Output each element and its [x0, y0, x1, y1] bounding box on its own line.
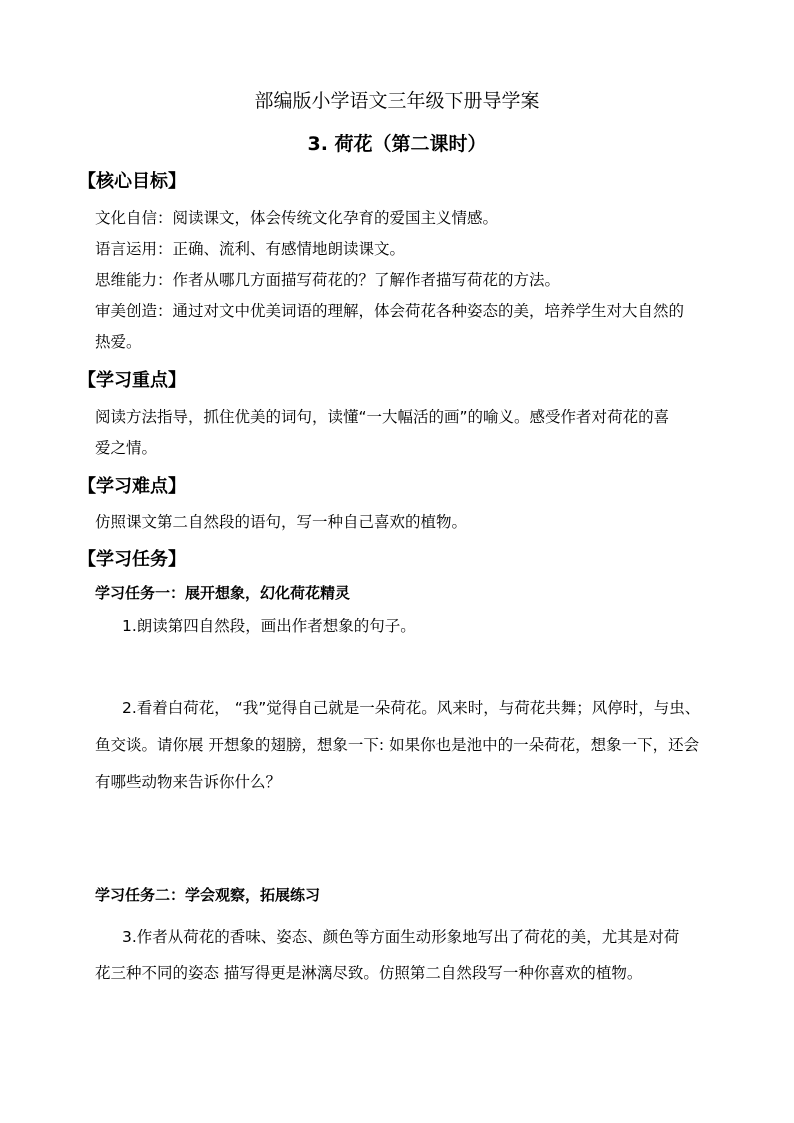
task1-question-2-line: 鱼交谈。请你展 开想象的翅膀，想象一下: 如果你也是池中的一朵荷花，想象一下，还会: [95, 736, 700, 754]
key-points-line: 爱之情。: [95, 439, 158, 457]
key-points-heading: 【学习重点】: [78, 370, 186, 391]
core-goals-heading: 【核心目标】: [78, 171, 186, 192]
task2-question-3-line: 3.作者从荷花的香味、姿态、颜色等方面生动形象地写出了荷花的美，尤其是对荷: [122, 928, 680, 946]
core-goal-line: 热爱。: [95, 333, 142, 351]
difficulties-line: 仿照课文第二自然段的语句，写一种自己喜欢的植物。: [95, 513, 468, 531]
task2-question-3-line: 花三种不同的姿态 描写得更是淋漓尽致。仿照第二自然段写一种你喜欢的植物。: [95, 964, 643, 982]
task1-question-1: 1.朗读第四自然段，画出作者想象的句子。: [122, 617, 416, 635]
task1-question-2-line: 2.看着白荷花， “我”觉得自己就是一朵荷花。风来时，与荷花共舞；风停时，与虫、: [122, 699, 701, 717]
core-goal-line: 语言运用：正确、流利、有感情地朗读课文。: [95, 240, 406, 258]
core-goal-line: 审美创造：通过对文中优美词语的理解，体会荷花各种姿态的美，培养学生对大自然的: [95, 302, 685, 320]
difficulties-heading: 【学习难点】: [78, 476, 186, 497]
document-title: 部编版小学语文三年级下册导学案: [254, 90, 540, 112]
task1-question-2-line: 有哪些动物来告诉你什么？: [95, 773, 282, 791]
key-points-line: 阅读方法指导，抓住优美的词句，读懂“一大幅活的画”的喻义。感受作者对荷花的喜: [95, 408, 670, 426]
task1-title: 学习任务一：展开想象，幻化荷花精灵: [95, 584, 351, 602]
core-goal-line: 思维能力：作者从哪几方面描写荷花的？了解作者描写荷花的方法。: [95, 271, 561, 289]
lesson-title: 3. 荷花（第二课时）: [307, 133, 487, 155]
core-goal-line: 文化自信：阅读课文，体会传统文化孕育的爱国主义情感。: [95, 209, 499, 227]
task2-title: 学习任务二：学会观察，拓展练习: [95, 886, 321, 904]
tasks-heading: 【学习任务】: [78, 549, 186, 570]
